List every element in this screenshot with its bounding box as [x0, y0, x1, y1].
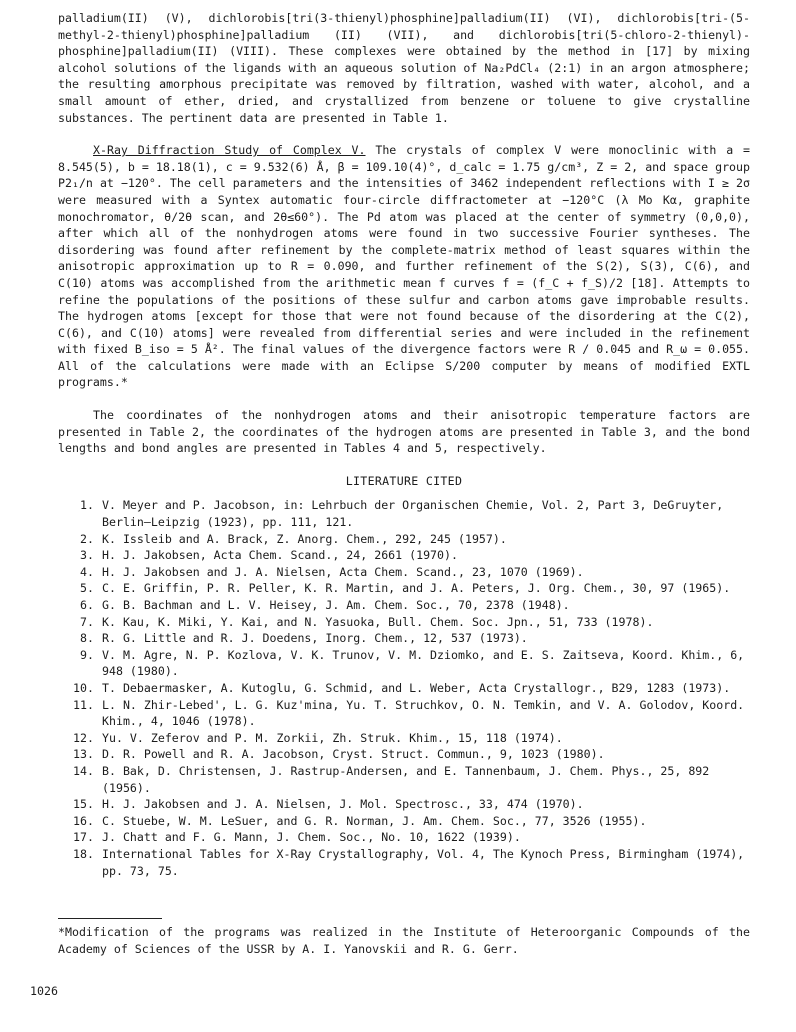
reference-number: 15. [73, 797, 94, 812]
reference-item [58, 647, 750, 680]
reference-text: K. Issleib and A. Brack, Z. Anorg. Chem., 292, 245 (1957). [102, 531, 507, 546]
reference-item [58, 680, 750, 697]
reference-number: 12. [73, 730, 94, 745]
reference-item [58, 846, 750, 879]
xray-paragraph-text: The crystals of complex V were monoclinic with a = 8.545(5), b = 18.18(1), c = 9.532(6) Å, β = 109.10(4)°, d_calc = 1.75 g/cm³, Z = 2, and space group P2₁/n at −120°. The cell parameters and the intensities of 3462 independent reflections with I ≥ 2σ were measured with a Syntex automatic four-circle diffractometer at −120°C (λ Mo Kα, graphite monochromator, θ/2θ scan, and 2θ≤60°). The Pd atom was placed at the center of symmetry (0,0,0), after which all of the nonhydrogen atoms were found in two successive Fourier syntheses. The disordering was found after refinement by the complete-matrix method of least squares within the anisotropic approximation up to R = 0.090, and further refinement of the S(2), S(3), C(6), and C(10) atoms was accomplished from the arithmetic mean f curves f = (f_C + f_S)/2 [18]. Attempts to refine the populations of the positions of these sulfur and carbon atoms gave improbable results. The hydrogen atoms [except for those that were not found because of the disordering at the C(2), C(6), and C(10) atoms] were revealed from differential series and were included in the refinement with fixed B_iso = 5 Å². The final values of the divergence factors were R / 0.045 and R_ω = 0.055. All of the calculations were made with an Eclipse S/200 computer by means of modified EXTL programs.* [58, 143, 757, 390]
intro-paragraph: palladium(II) (V), dichlorobis[tri(3-thienyl)phosphine]palladium(II) (VI), dichlorobis[tri-(5-methyl-2-thienyl)phosphine]palladium (II) (VII), and dichlorobis[tri(5-chloro-2-thienyl)-phosphine]palladium(II) (VIII). These complexes were obtained by the method in [17] by mixing alcohol solutions of the ligands with an aqueous solution of Na₂PdCl₄ (2:1) in an argon atmosphere; the resulting amorphous precipitate was removed by filtration, washed with water, alcohol, and a small amount of ether, dried, and crystallized from benzene or toluene to give crystalline substances. The pertinent data are presented in Table 1. [58, 11, 757, 125]
reference-text: V. Meyer and P. Jacobson, in: Lehrbuch der Organischen Chemie, Vol. 2, Part 3, DeGruyter, Berlin–Leipzig (1923), pp. 111, 121. [102, 498, 731, 530]
footnote: *Modification of the programs was realized in the Institute of Heteroorganic Compounds of the Academy of Sciences of the USSR by A. I. Yanovskii and R. G. Gerr. [58, 925, 757, 956]
reference-item [58, 531, 750, 548]
reference-text: H. J. Jakobsen and J. A. Nielsen, J. Mol. Spectrosc., 33, 474 (1970). [102, 797, 584, 812]
xray-section-heading: X-Ray Diffraction Study of Complex V. [93, 143, 366, 158]
reference-number: 16. [73, 813, 94, 828]
reference-list [58, 497, 750, 879]
reference-item [58, 829, 750, 846]
reference-text: B. Bak, D. Christensen, J. Rastrup-Andersen, and E. Tannenbaum, J. Chem. Phys., 25, 892 (1956). [102, 763, 717, 795]
reference-text: T. Debaermasker, A. Kutoglu, G. Schmid, and L. Weber, Acta Crystallogr., B29, 1283 (1973). [102, 680, 731, 695]
reference-text: K. Kau, K. Miki, Y. Kai, and N. Yasuoka, Bull. Chem. Soc. Jpn., 51, 733 (1978). [102, 614, 654, 629]
reference-text: H. J. Jakobsen and J. A. Nielsen, Acta Chem. Scand., 23, 1070 (1969). [102, 564, 584, 579]
reference-item [58, 580, 750, 597]
reference-number: 14. [73, 763, 94, 778]
reference-text: Yu. V. Zeferov and P. M. Zorkii, Zh. Struk. Khim., 15, 118 (1974). [102, 730, 563, 745]
reference-text: G. B. Bachman and L. V. Heisey, J. Am. Chem. Soc., 70, 2378 (1948). [102, 598, 570, 612]
reference-item [58, 630, 750, 647]
reference-text: R. G. Little and R. J. Doedens, Inorg. Chem., 12, 537 (1973). [102, 631, 528, 646]
xray-paragraph [58, 142, 757, 391]
reference-text: D. R. Powell and R. A. Jacobson, Cryst. Struct. Commun., 9, 1023 (1980). [102, 747, 605, 762]
page-number: 1026 [30, 984, 58, 998]
footnote-rule [58, 918, 162, 919]
reference-item [58, 497, 750, 530]
reference-number: 11. [73, 697, 94, 712]
reference-item [58, 697, 750, 730]
reference-number: 18. [73, 846, 94, 861]
reference-item [58, 547, 750, 564]
reference-item [58, 746, 750, 763]
reference-text: C. E. Griffin, P. R. Peller, K. R. Martin, and J. A. Peters, J. Org. Chem., 30, 97 (1965). [102, 581, 731, 596]
reference-number: 4. [80, 564, 94, 579]
reference-number: 8. [80, 631, 94, 646]
reference-item [58, 813, 750, 830]
reference-number: 17. [73, 830, 94, 845]
reference-item [58, 796, 750, 813]
reference-item [58, 564, 750, 581]
reference-number: 10. [73, 680, 94, 695]
reference-number: 2. [80, 531, 94, 546]
reference-item [58, 730, 750, 747]
reference-text: H. J. Jakobsen, Acta Chem. Scand., 24, 2661 (1970). [102, 548, 458, 563]
reference-text: V. M. Agre, N. P. Kozlova, V. K. Trunov, V. M. Dziomko, and E. S. Zaitseva, Koord. Khim., 6, 948 (1980). [102, 647, 752, 679]
reference-number: 5. [80, 581, 94, 596]
reference-text: J. Chatt and F. G. Mann, J. Chem. Soc., No. 10, 1622 (1939). [102, 830, 521, 845]
literature-heading: LITERATURE CITED [345, 473, 463, 488]
reference-number: 7. [80, 614, 94, 629]
reference-item [58, 614, 750, 631]
reference-number: 1. [80, 498, 94, 513]
reference-number: 13. [73, 747, 94, 762]
coordinates-paragraph: The coordinates of the nonhydrogen atoms and their anisotropic temperature factors are presented in Table 2, the coordinates of the hydrogen atoms are presented in Table 3, and the bond lengths and bond angles are presented in Tables 4 and 5, respectively. [58, 408, 757, 456]
reference-number: 9. [80, 647, 94, 662]
reference-text: C. Stuebe, W. M. LeSuer, and G. R. Norman, J. Am. Chem. Soc., 77, 3526 (1955). [102, 813, 647, 828]
reference-item [58, 763, 750, 796]
reference-item [58, 597, 750, 614]
reference-number: 6. [80, 598, 94, 612]
page-body [58, 10, 757, 879]
reference-text: International Tables for X-Ray Crystallography, Vol. 4, The Kynoch Press, Birmingham (1974), pp. 73, 75. [102, 846, 752, 878]
reference-text: L. N. Zhir-Lebed', L. G. Kuz'mina, Yu. T. Struchkov, O. N. Temkin, and V. A. Golodov, Koord. Khim., 4, 1046 (1978). [102, 697, 752, 729]
reference-number: 3. [80, 548, 94, 563]
